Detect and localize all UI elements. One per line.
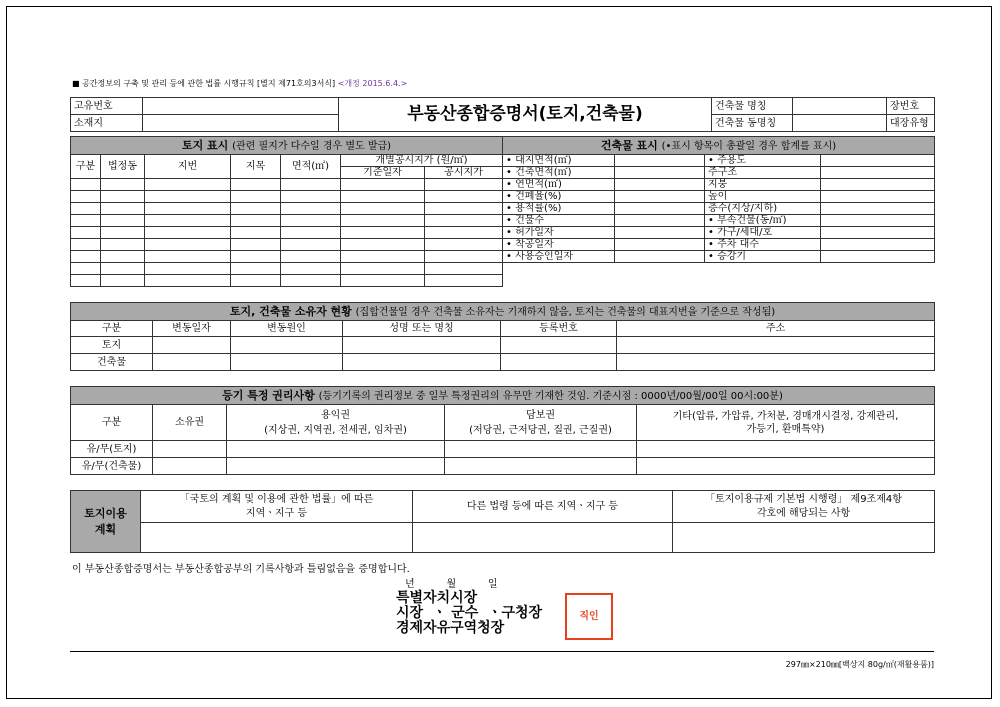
land-col-kind: 구분 (71, 155, 101, 179)
owner-header-title: 토지, 건축물 소유자 현황 (229, 304, 352, 318)
sheet-no-label: 장번호 (887, 98, 935, 115)
land-cell[interactable] (101, 179, 145, 191)
owner-cell[interactable] (501, 354, 617, 371)
bldg-right-label: 높이 (705, 191, 821, 203)
rights-col-own: 소유권 (153, 405, 227, 441)
landuse-col-regulation (673, 491, 935, 523)
land-cell[interactable] (71, 239, 101, 251)
bldg-right-label: 지붕 (705, 179, 821, 191)
unique-no-value[interactable] (143, 98, 339, 115)
rights-cell[interactable] (445, 458, 637, 475)
security-title: 담보권 (526, 409, 555, 421)
owner-row-land: 토지 (71, 337, 153, 354)
owner-header-sub: (집합건물일 경우 건축물 소유자는 기재하지 않음, 토지는 건축물의 대표지번을 기준으로 작성됨) (355, 306, 776, 318)
land-cell[interactable] (281, 215, 341, 227)
land-cell[interactable] (341, 239, 425, 251)
landuse-cell[interactable] (141, 523, 413, 553)
land-cell[interactable] (231, 179, 281, 191)
land-cell[interactable] (145, 275, 231, 287)
owner-cell[interactable] (343, 354, 501, 371)
land-header-title: 토지 표시 (181, 138, 229, 152)
bldg-left-label: • 건축면적(㎡) (503, 167, 615, 179)
land-cell[interactable] (101, 191, 145, 203)
bldg-row (503, 215, 935, 227)
bldg-right-label: • 부속건물(동/㎡) (705, 215, 821, 227)
land-cell[interactable] (145, 263, 231, 275)
bldg-left-value[interactable] (615, 251, 705, 263)
land-cell[interactable] (425, 215, 503, 227)
bldg-name-label: 건축물 명칭 (712, 98, 793, 115)
land-cell[interactable] (425, 227, 503, 239)
bldg-row (503, 155, 935, 167)
location-value[interactable] (143, 115, 339, 132)
land-cell[interactable] (145, 179, 231, 191)
bldg-right-value[interactable] (821, 215, 935, 227)
rights-cell[interactable] (227, 441, 445, 458)
land-cell[interactable] (145, 215, 231, 227)
land-row (71, 203, 503, 215)
owner-col-kind: 구분 (71, 321, 153, 337)
rights-row-bldg: 유/무(건축물) (71, 458, 153, 475)
land-col-jimok: 지목 (231, 155, 281, 179)
bldg-left-label: • 용적률(%) (503, 203, 615, 215)
land-cell[interactable] (281, 275, 341, 287)
bldg-row (503, 167, 935, 179)
bldg-right-label: • 승강기 (705, 251, 821, 263)
land-cell[interactable] (71, 251, 101, 263)
land-cell[interactable] (281, 179, 341, 191)
owner-cell[interactable] (343, 337, 501, 354)
bldg-right-label: • 주용도 (705, 155, 821, 167)
signer-line-2: 시장 ㆍ 군수 ㆍ구청장 (396, 605, 543, 621)
bldg-left-value[interactable] (615, 215, 705, 227)
rights-cell[interactable] (637, 458, 935, 475)
land-col-area: 면적(㎡) (281, 155, 341, 179)
issue-date: 년 월 일 (405, 579, 498, 590)
bldg-rows (503, 155, 935, 263)
land-col-base-date: 기준일자 (341, 167, 425, 179)
bldg-header-sub: (•표시 항목이 총괄일 경우 합계를 표시) (661, 140, 837, 152)
rights-section-header (71, 387, 935, 405)
land-cell[interactable] (231, 203, 281, 215)
landuse-col3-a: 「토지이용규제 기본법 시행령」 제9조제4항 (705, 493, 902, 505)
land-table (70, 136, 503, 287)
land-cell[interactable] (341, 263, 425, 275)
bldg-row (503, 227, 935, 239)
bldg-left-label: • 대지면적(㎡) (503, 155, 615, 167)
land-cell[interactable] (281, 263, 341, 275)
bldg-left-value[interactable] (615, 203, 705, 215)
owner-col-regno: 등록번호 (501, 321, 617, 337)
bldg-left-value[interactable] (615, 191, 705, 203)
bldg-right-label: • 가구/세대/호 (705, 227, 821, 239)
land-cell[interactable] (145, 191, 231, 203)
land-row (71, 263, 503, 275)
rights-col-other (637, 405, 935, 441)
bldg-row (503, 251, 935, 263)
land-cell[interactable] (341, 275, 425, 287)
land-cell[interactable] (341, 215, 425, 227)
bldg-left-label: • 건폐율(%) (503, 191, 615, 203)
land-cell[interactable] (231, 251, 281, 263)
land-cell[interactable] (101, 239, 145, 251)
owner-row-bldg: 건축물 (71, 354, 153, 371)
bldg-left-label: • 사용승인일자 (503, 251, 615, 263)
owner-cell[interactable] (153, 337, 231, 354)
land-cell[interactable] (231, 227, 281, 239)
owner-cell[interactable] (153, 354, 231, 371)
land-cell[interactable] (71, 179, 101, 191)
land-rows (71, 179, 503, 287)
bldg-right-value[interactable] (821, 167, 935, 179)
usufruct-sub: (지상권, 지역권, 전세권, 임차권) (264, 424, 407, 436)
owner-col-address: 주소 (617, 321, 935, 337)
certify-text: 이 부동산종합증명서는 부동산종합공부의 기록사항과 틀림없음을 증명합니다. (72, 564, 410, 575)
bldg-section-header (503, 137, 935, 155)
security-sub: (저당권, 근저당권, 질권, 근질권) (469, 424, 612, 436)
landuse-label (71, 491, 141, 553)
land-section-header (71, 137, 503, 155)
land-header-sub: (관련 필지가 다수일 경우 별도 발급) (232, 140, 392, 152)
landuse-col1-a: 「국토의 계획 및 이용에 관한 법률」에 따른 (179, 493, 374, 505)
landuse-label-2: 계획 (94, 522, 117, 536)
land-cell[interactable] (71, 263, 101, 275)
footer-divider (70, 651, 934, 652)
bldg-right-label: 주구조 (705, 167, 821, 179)
land-cell[interactable] (425, 263, 503, 275)
landuse-cell[interactable] (673, 523, 935, 553)
land-row (71, 179, 503, 191)
landuse-cell[interactable] (413, 523, 673, 553)
owner-cell[interactable] (501, 337, 617, 354)
rights-table (70, 386, 935, 475)
land-cell[interactable] (101, 251, 145, 263)
land-cell[interactable] (231, 275, 281, 287)
land-col-jibun: 지번 (145, 155, 231, 179)
land-cell[interactable] (281, 251, 341, 263)
land-cell[interactable] (341, 251, 425, 263)
land-cell[interactable] (425, 179, 503, 191)
land-cell[interactable] (341, 191, 425, 203)
land-cell[interactable] (231, 263, 281, 275)
owner-col-date: 변동일자 (153, 321, 231, 337)
bldg-row (503, 239, 935, 251)
land-cell[interactable] (281, 191, 341, 203)
bldg-header-title: 건축물 표시 (600, 138, 658, 152)
bldg-right-value[interactable] (821, 227, 935, 239)
land-cell[interactable] (71, 215, 101, 227)
landuse-label-1: 토지이용 (84, 506, 127, 520)
land-cell[interactable] (101, 275, 145, 287)
land-row (71, 227, 503, 239)
owner-col-cause: 변동원인 (231, 321, 343, 337)
other-title: 기타(압류, 가압류, 가처분, 경매개시결정, 강제관리, (672, 410, 899, 422)
ledger-type-label: 대장유형 (887, 115, 935, 132)
land-cell[interactable] (341, 203, 425, 215)
land-row (71, 191, 503, 203)
land-col-dong: 법정동 (101, 155, 145, 179)
land-cell[interactable] (145, 251, 231, 263)
land-cell[interactable] (101, 227, 145, 239)
land-cell[interactable] (231, 215, 281, 227)
bldg-left-value[interactable] (615, 227, 705, 239)
land-cell[interactable] (281, 227, 341, 239)
land-cell[interactable] (145, 239, 231, 251)
regulation-text: ■ 공간정보의 구축 및 관리 등에 관한 법률 시행규칙 [별지 제71호의3서식] (72, 79, 336, 88)
owner-section-header (71, 303, 935, 321)
land-cell[interactable] (341, 227, 425, 239)
usufruct-title: 용익권 (321, 409, 350, 421)
paper-spec: 297㎜×210㎜[백상지 80g/㎡(재활용품)] (785, 660, 934, 669)
rights-cell[interactable] (637, 441, 935, 458)
land-cell[interactable] (101, 263, 145, 275)
regulation-note (72, 78, 407, 89)
owner-cell[interactable] (231, 337, 343, 354)
bldg-left-label: • 착공일자 (503, 239, 615, 251)
owner-cell[interactable] (617, 337, 935, 354)
rights-cell[interactable] (153, 441, 227, 458)
rights-row-land: 유/무(토지) (71, 441, 153, 458)
land-row (71, 239, 503, 251)
landuse-col-national (141, 491, 413, 523)
land-cell[interactable] (281, 203, 341, 215)
bldg-left-label: • 연면적(㎡) (503, 179, 615, 191)
bldg-right-value[interactable] (821, 179, 935, 191)
bldg-right-value[interactable] (821, 191, 935, 203)
bldg-left-value[interactable] (615, 179, 705, 191)
owner-cell[interactable] (617, 354, 935, 371)
bldg-left-value[interactable] (615, 155, 705, 167)
land-row (71, 251, 503, 263)
owner-col-name: 성명 또는 명칭 (343, 321, 501, 337)
bldg-row (503, 179, 935, 191)
land-cell[interactable] (281, 239, 341, 251)
landuse-col3-b: 각호에 해당되는 사항 (756, 507, 851, 519)
bldg-right-value[interactable] (821, 203, 935, 215)
location-label: 소재지 (71, 115, 143, 132)
land-cell[interactable] (425, 203, 503, 215)
land-col-price: 개별공시지가 (원/㎡) (341, 155, 503, 167)
land-cell[interactable] (425, 251, 503, 263)
land-cell[interactable] (71, 203, 101, 215)
land-cell[interactable] (231, 239, 281, 251)
rights-header-title: 등기 특정 권리사항 (222, 388, 315, 402)
land-row (71, 215, 503, 227)
land-cell[interactable] (71, 275, 101, 287)
official-seal: 직인 (565, 593, 613, 640)
bldg-left-value[interactable] (615, 239, 705, 251)
land-cell[interactable] (231, 191, 281, 203)
bldg-left-label: • 허가일자 (503, 227, 615, 239)
signer-line-3: 경제자유구역청장 (396, 620, 505, 636)
landuse-table (70, 490, 935, 553)
unique-no-label: 고유번호 (71, 98, 143, 115)
land-cell[interactable] (425, 191, 503, 203)
other-sub: 가등기, 환매특약) (746, 423, 825, 435)
bldg-row (503, 203, 935, 215)
land-cell[interactable] (71, 227, 101, 239)
rights-cell[interactable] (445, 441, 637, 458)
land-col-price-val: 공시지가 (425, 167, 503, 179)
bldg-right-value[interactable] (821, 251, 935, 263)
landuse-col1-b: 지역ㆍ지구 등 (245, 507, 308, 519)
owner-table (70, 302, 935, 371)
land-cell[interactable] (101, 215, 145, 227)
rights-col-kind: 구분 (71, 405, 153, 441)
land-cell[interactable] (145, 203, 231, 215)
rights-col-security (445, 405, 637, 441)
rights-cell[interactable] (153, 458, 227, 475)
rights-header-sub: (등기기록의 권리정보 중 일부 특정권리의 유무만 기재한 것임. 기준시점 : 0000년/00월/00일 00시:00분) (318, 390, 783, 402)
bldg-right-label: • 주차 대수 (705, 239, 821, 251)
land-cell[interactable] (341, 179, 425, 191)
bldg-table (502, 136, 935, 263)
bldg-right-label: 층수(지상/지하) (705, 203, 821, 215)
bldg-left-value[interactable] (615, 167, 705, 179)
landuse-col-other-law: 다른 법령 등에 따른 지역ㆍ지구 등 (413, 491, 673, 523)
bldg-row (503, 191, 935, 203)
signer-line-1: 특별자치시장 (396, 590, 478, 606)
land-cell[interactable] (71, 191, 101, 203)
land-cell[interactable] (101, 203, 145, 215)
land-cell[interactable] (425, 239, 503, 251)
owner-cell[interactable] (231, 354, 343, 371)
bldg-right-value[interactable] (821, 155, 935, 167)
bldg-dong-value[interactable] (793, 115, 887, 132)
bldg-dong-label: 건축물 동명칭 (712, 115, 793, 132)
signer-block (396, 591, 542, 636)
rights-col-usufruct (227, 405, 445, 441)
land-cell[interactable] (425, 275, 503, 287)
land-row (71, 275, 503, 287)
land-cell[interactable] (145, 227, 231, 239)
bldg-name-value[interactable] (793, 98, 887, 115)
document-title: 부동산종합증명서(토지,건축물) (339, 98, 712, 132)
rights-cell[interactable] (227, 458, 445, 475)
bldg-right-value[interactable] (821, 239, 935, 251)
bldg-left-label: • 건물수 (503, 215, 615, 227)
revision-text: <개정 2015.6.4.> (337, 79, 408, 88)
top-table (70, 97, 935, 132)
